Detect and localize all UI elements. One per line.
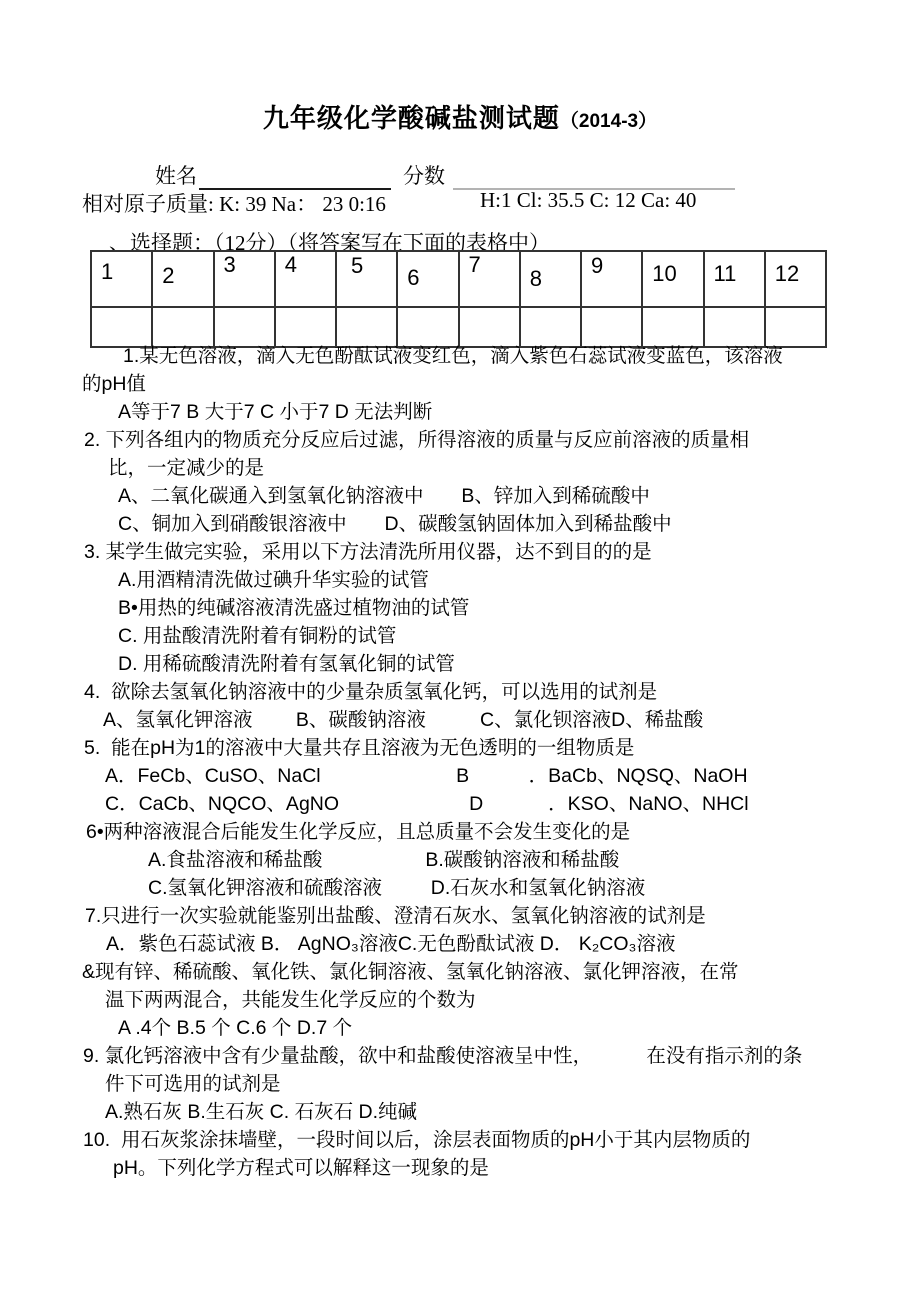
atomic-mass-left: 相对原子质量: K: 39 Na： 23 0:16 bbox=[82, 192, 386, 216]
question-line: D. 用稀硫酸清洗附着有氢氧化铜的试管 bbox=[118, 653, 455, 675]
page-title bbox=[0, 98, 920, 135]
question-line: 1.某无色溶液，滴入无色酚酞试液变红色，滴入紫色石蕊试液变蓝色，该溶液 bbox=[123, 345, 783, 367]
answer-header-cell: 3 bbox=[214, 251, 275, 307]
name-score-row bbox=[155, 160, 735, 190]
answer-blank-cell bbox=[581, 307, 642, 347]
answer-header-cell: 6 bbox=[397, 251, 458, 307]
edition-label: （2014-3） bbox=[559, 111, 658, 132]
question-line: 温下两两混合，共能发生化学反应的个数为 bbox=[105, 989, 476, 1011]
question-line: A．紫色石蕊试液 B． AgNO₃溶液C.无色酚酞试液 D． K₂CO₃溶液 bbox=[106, 933, 676, 955]
answer-header-cell: 11 bbox=[704, 251, 765, 307]
question-line: pH。下列化学方程式可以解释这一现象的是 bbox=[113, 1157, 489, 1179]
question-line: A.熟石灰 B.生石灰 C. 石灰石 D.纯碱 bbox=[105, 1101, 418, 1123]
question-line: C.氢氧化钾溶液和硫酸溶液 D.石灰水和氢氧化钠溶液 bbox=[148, 877, 646, 899]
answer-header-cell: 1 bbox=[91, 251, 152, 307]
answer-blank-cell bbox=[275, 307, 336, 347]
answer-blank-cell bbox=[704, 307, 765, 347]
question-line: A、二氧化碳通入到氢氧化钠溶液中 B、锌加入到稀硫酸中 bbox=[118, 485, 650, 507]
answer-table-blank-row bbox=[91, 307, 826, 347]
question-line: B•用热的纯碱溶液清洗盛过植物油的试管 bbox=[118, 597, 470, 619]
question-line: 9. 氯化钙溶液中含有少量盐酸，欲中和盐酸使溶液呈中性， 在没有指示剂的条 bbox=[83, 1045, 803, 1067]
answer-header-cell: 10 bbox=[642, 251, 703, 307]
score-label: 分数 bbox=[403, 164, 445, 188]
name-blank-line bbox=[199, 167, 391, 190]
answer-blank-cell bbox=[520, 307, 581, 347]
question-line: &现有锌、稀硫酸、氧化铁、氯化铜溶液、氢氧化钠溶液、氯化钾溶液，在常 bbox=[82, 961, 739, 983]
answer-blank-cell bbox=[336, 307, 397, 347]
answer-header-cell: 9 bbox=[581, 251, 642, 307]
name-label: 姓名 bbox=[155, 164, 197, 188]
question-line: 比，一定减少的是 bbox=[108, 457, 265, 479]
answer-blank-cell bbox=[642, 307, 703, 347]
question-line: 3. 某学生做完实验，采用以下方法清洗所用仪器，达不到目的的是 bbox=[84, 541, 652, 563]
answer-blank-cell bbox=[152, 307, 213, 347]
question-line: A、氢氧化钾溶液 B、碳酸钠溶液 C、氯化钡溶液D、稀盐酸 bbox=[103, 709, 704, 731]
question-line: A．FeCb、CuSO、NaCl B ．BaCb、NQSQ、NaOH bbox=[105, 765, 748, 787]
answer-table bbox=[90, 250, 827, 348]
question-line: A.用酒精清洗做过碘升华实验的试管 bbox=[118, 569, 429, 591]
answer-blank-cell bbox=[214, 307, 275, 347]
answer-blank-cell bbox=[397, 307, 458, 347]
question-line: 5. 能在pH为1的溶液中大量共存且溶液为无色透明的一组物质是 bbox=[84, 737, 635, 759]
question-lines bbox=[82, 342, 882, 1182]
question-line: C、铜加入到硝酸银溶液中 D、碳酸氢钠固体加入到稀盐酸中 bbox=[118, 513, 672, 535]
question-line: 2. 下列各组内的物质充分反应后过滤，所得溶液的质量与反应前溶液的质量相 bbox=[84, 429, 750, 451]
question-line: 的pH值 bbox=[82, 373, 146, 395]
answer-blank-cell bbox=[459, 307, 520, 347]
question-line: 6•两种溶液混合后能发生化学反应，且总质量不会发生变化的是 bbox=[86, 821, 631, 843]
answer-header-cell: 2 bbox=[152, 251, 213, 307]
question-line: 件下可选用的试剂是 bbox=[105, 1073, 281, 1095]
question-line: 4. 欲除去氢氧化钠溶液中的少量杂质氢氧化钙，可以选用的试剂是 bbox=[84, 681, 658, 703]
question-line: A等于7 B 大于7 C 小于7 D 无法判断 bbox=[118, 401, 433, 423]
page-title-text: 九年级化学酸碱盐测试题 bbox=[262, 103, 560, 133]
answer-header-cell: 4 bbox=[275, 251, 336, 307]
answer-blank-cell bbox=[765, 307, 826, 347]
question-line: A.食盐溶液和稀盐酸 B.碳酸钠溶液和稀盐酸 bbox=[148, 849, 620, 871]
answer-blank-cell bbox=[91, 307, 152, 347]
answer-header-cell: 5 bbox=[336, 251, 397, 307]
answer-table-header-row bbox=[91, 251, 826, 307]
answer-header-cell: 12 bbox=[765, 251, 826, 307]
atomic-mass-right: H:1 Cl: 35.5 C: 12 Ca: 40 bbox=[480, 188, 697, 212]
question-line: C．CaCb、NQCO、AgNO D ．KSO、NaNO、NHCl bbox=[105, 793, 749, 815]
section-heading: 、选择题：（12分）（将答案写在下面的表格中） bbox=[109, 231, 550, 255]
question-line: 10. 用石灰浆涂抹墙壁，一段时间以后，涂层表面物质的pH小于其内层物质的 bbox=[83, 1129, 751, 1151]
score-blank-line bbox=[453, 167, 735, 190]
question-line: A .4个 B.5 个 C.6 个 D.7 个 bbox=[118, 1017, 353, 1039]
answer-header-cell: 8 bbox=[520, 251, 581, 307]
question-line: C. 用盐酸清洗附着有铜粉的试管 bbox=[118, 625, 397, 647]
answer-header-cell: 7 bbox=[459, 251, 520, 307]
question-line: 7.只进行一次实验就能鉴别出盐酸、澄清石灰水、氢氧化钠溶液的试剂是 bbox=[85, 905, 706, 927]
